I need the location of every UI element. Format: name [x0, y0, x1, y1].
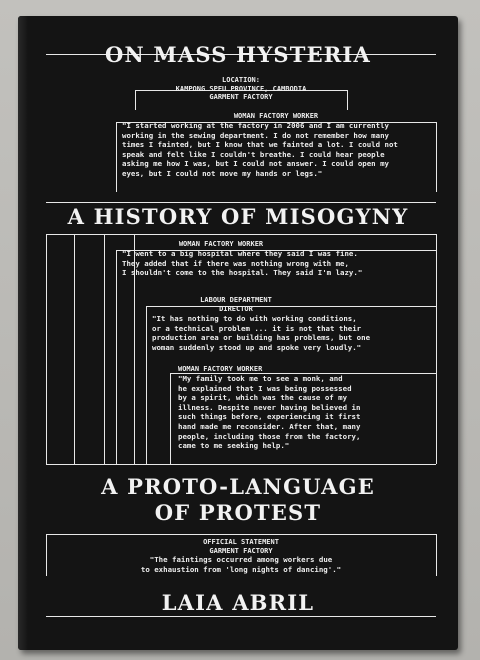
quote4-text: [178, 374, 360, 451]
title3-top-rule: [46, 464, 436, 465]
quote2-line: I shouldn't come to the hospital. They said I'm lazy.": [122, 268, 363, 278]
quote3-line: or a technical problem ... it is not that their: [152, 323, 362, 333]
quote4-line: "My family took me to see a monk, and: [178, 374, 343, 383]
quote2-left-rule: [116, 250, 117, 464]
bottom-rule: [46, 616, 436, 617]
location-province: KAMPONG SPEU PROVINCE, CAMBODIA: [175, 84, 307, 93]
quote4-left-rule: [170, 373, 171, 464]
quote2-line: They added that if there was nothing wrong with me,: [122, 258, 349, 268]
quote5-speaker-org: GARMENT FACTORY: [209, 546, 273, 555]
quote3-left-rule: [146, 306, 147, 464]
quote4-line: came to me seeking help.": [178, 441, 290, 451]
quote4-line: people, including those from the factory,: [178, 431, 361, 441]
quote4-line: by a spirit, which was the cause of my: [178, 393, 348, 403]
quote2-line: "I went to a big hospital where they said I was fine.: [122, 249, 358, 258]
quote1-line: "I started working at the factory in 2006 and I am currently: [122, 121, 389, 130]
quote4-line: such things before, experiencing it first: [178, 412, 361, 422]
column-rule-2: [74, 234, 75, 464]
quote1-line: working in the sewing department. I do not remember how many: [122, 130, 389, 140]
column-rule-1: [46, 234, 47, 464]
title2-top-rule: [46, 202, 436, 203]
quote3-speaker-role: DIRECTOR: [219, 304, 253, 313]
quote3-line: "It has nothing to do with working conditions,: [152, 314, 357, 323]
quote1-line: asking me how I was, but I could not answer. I could open my: [122, 159, 389, 169]
title-on-mass-hysteria: ON MASS HYSTERIA: [105, 42, 371, 67]
book-cover: [18, 16, 458, 650]
quote3-speaker: [146, 296, 326, 313]
quote2-text: [122, 249, 362, 278]
quote1-line: eyes, but I could not move my hands or legs.": [122, 168, 323, 178]
quote4-speaker: WOMAN FACTORY WORKER: [178, 365, 263, 373]
quote4-line: he explained that I was being possessed: [178, 383, 352, 393]
quote5-line: to exhaustion from 'long nights of dancing'.": [140, 564, 342, 574]
quote1-right-rule: [436, 122, 437, 192]
quote5-speaker-type: OFFICIAL STATEMENT: [203, 538, 279, 546]
title-a-history-of-misogyny: A HISTORY OF MISOGYNY: [67, 204, 409, 229]
location-factory: GARMENT FACTORY: [209, 93, 273, 101]
quote2-speaker: WOMAN FACTORY WORKER: [178, 240, 264, 248]
quote3-line: woman suddenly stood up and spoke very loudly.": [152, 342, 362, 352]
quote5-rule: [46, 534, 436, 535]
quote4-line: hand made me reconsider. After that, many: [178, 421, 361, 431]
quote3-speaker-org: LABOUR DEPARTMENT: [200, 296, 272, 304]
author-name: LAIA ABRIL: [161, 590, 315, 615]
title-a-proto-language: A PROTO-LANGUAGE: [101, 474, 375, 499]
quote5-right-rule: [436, 534, 437, 576]
quote5-line: "The faintings occurred among workers due: [149, 555, 333, 564]
quote1-text: [122, 121, 398, 179]
quote5-speaker: [46, 538, 436, 555]
location-block: [135, 76, 347, 102]
quote5-text: [46, 555, 436, 574]
quote1-line: times I fainted, but I know that we fainted a lot. I could not: [122, 140, 398, 150]
title-of-protest: OF PROTEST: [154, 500, 322, 525]
location-label: LOCATION:: [222, 76, 260, 84]
location-right-rule: [347, 90, 348, 110]
quote3-text: [152, 314, 370, 352]
quote1-line: speak and felt like I couldn't breathe. I could hear people: [122, 149, 385, 159]
column-rule-right: [436, 234, 437, 464]
quote4-line: illness. Despite never having believed in: [178, 402, 361, 412]
spine-shadow: [18, 16, 28, 650]
quote1-speaker: WOMAN FACTORY WORKER: [233, 112, 319, 120]
quote3-line: production area or building has problems, but one: [152, 333, 371, 343]
column-rule-3: [104, 234, 105, 464]
quote1-left-rule: [116, 122, 117, 192]
